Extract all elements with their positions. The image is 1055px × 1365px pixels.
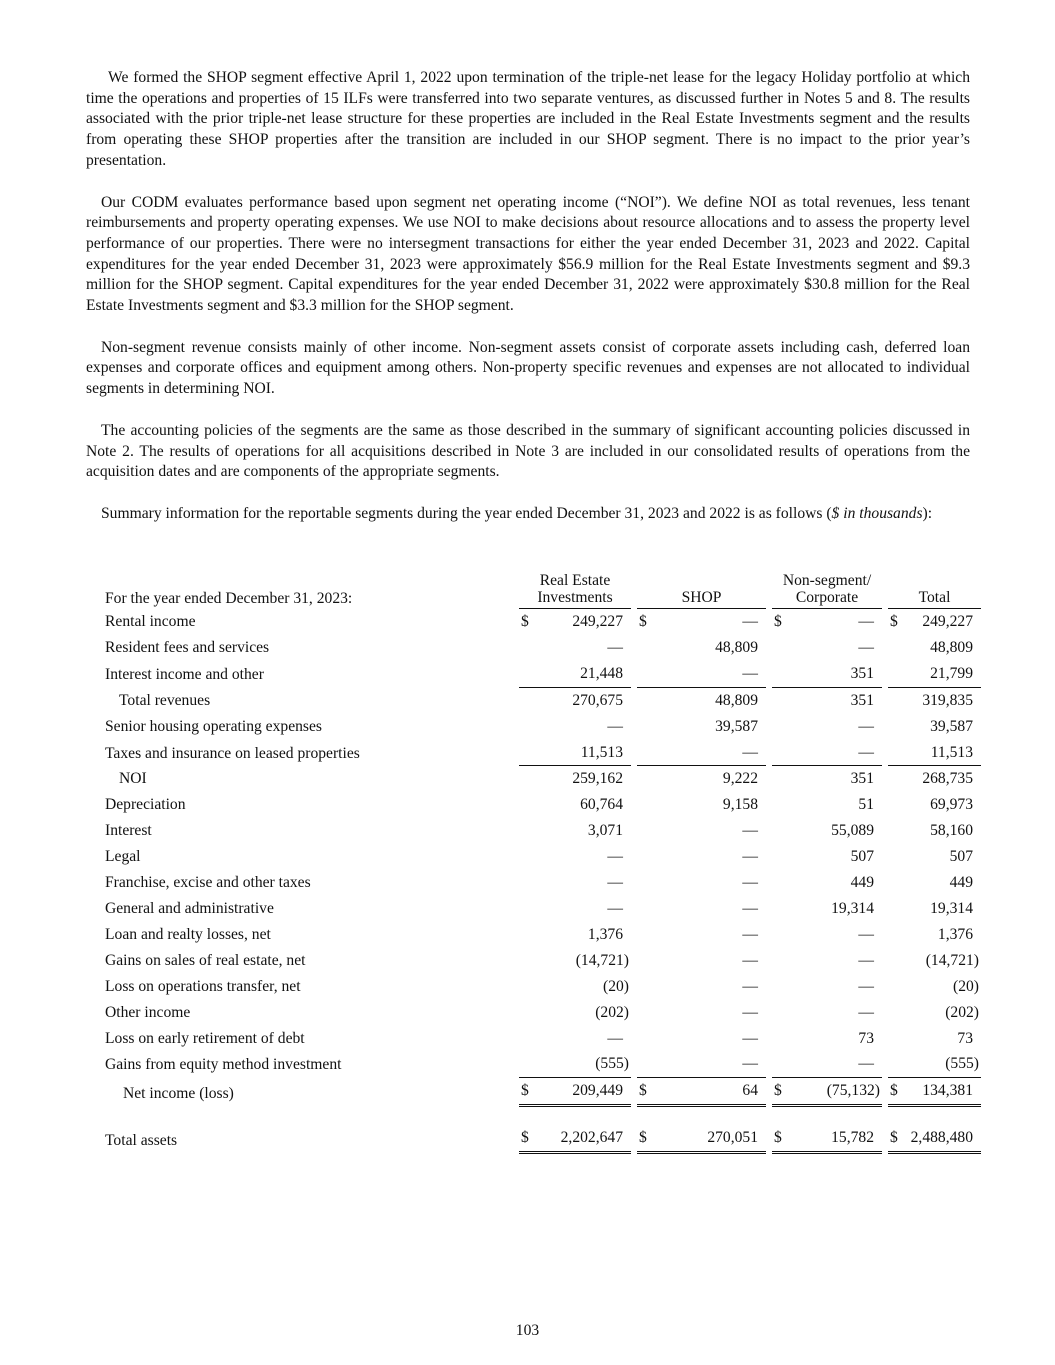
cell-corp xyxy=(772,688,882,714)
row-label: Total assets xyxy=(105,1132,178,1150)
cell-value: 249,227 xyxy=(922,613,973,630)
currency-symbol: $ xyxy=(521,1082,529,1100)
table-row xyxy=(99,1051,981,1078)
cell-value: 351 xyxy=(850,664,874,682)
currency-symbol: $ xyxy=(890,1082,898,1100)
cell-total xyxy=(888,688,981,714)
cell-value: 507 xyxy=(949,848,973,866)
table-row xyxy=(99,896,981,922)
cell-corp xyxy=(772,896,882,922)
cell-corp xyxy=(772,870,882,896)
cell-value: 351 xyxy=(850,691,874,709)
cell-value: — xyxy=(742,1055,758,1073)
cell-value: (20) xyxy=(953,977,979,995)
cell-rei xyxy=(519,818,631,844)
cell-value: 21,448 xyxy=(580,664,623,682)
cell-value: — xyxy=(742,664,758,682)
row-label: Taxes and insurance on leased properties xyxy=(105,744,360,762)
table-row xyxy=(99,1000,981,1026)
cell-value: (14,721) xyxy=(575,951,629,969)
table-row xyxy=(99,818,981,844)
table-row xyxy=(99,870,981,896)
table-row xyxy=(99,688,981,714)
table-row xyxy=(99,740,981,767)
cell-value: 134,381 xyxy=(922,1082,973,1100)
paragraph-summary-intro xyxy=(86,504,970,525)
cell-value: (555) xyxy=(945,1055,979,1073)
currency-symbol: $ xyxy=(639,613,647,630)
cell-value: — xyxy=(742,613,758,630)
cell-total xyxy=(888,1051,981,1078)
cell-value: 270,051 xyxy=(707,1129,758,1147)
cell-rei xyxy=(519,844,631,870)
table-row xyxy=(99,792,981,818)
cell-value: — xyxy=(858,1055,874,1073)
cell-value: — xyxy=(607,848,623,866)
currency-symbol: $ xyxy=(774,1129,782,1147)
cell-corp xyxy=(772,792,882,818)
table-row xyxy=(99,922,981,948)
cell-shop xyxy=(637,740,766,767)
cell-total xyxy=(888,922,981,948)
paragraph-shop-formation: We formed the SHOP segment effective April 1, 2022 upon termination of the triple-net lease for the legacy Holiday portfolio at which time the operations and properties of 15 ILFs were transferred into two separate ventures, as discussed further in Notes 5 and 8. The results associated with the prior triple-net lease structure for these properties are included in the Real Estate Investments segment and the results from operating these SHOP properties after the transition are included in our SHOP segment. There is no impact to the prior year’s presentation. xyxy=(86,69,970,169)
cell-value: (555) xyxy=(595,1055,629,1073)
cell-shop xyxy=(637,635,766,661)
row-label: Net income (loss) xyxy=(123,1085,234,1103)
cell-value: 259,162 xyxy=(572,770,623,788)
cell-rei xyxy=(519,661,631,688)
cell-value: 1,376 xyxy=(587,925,623,943)
cell-value: — xyxy=(607,1029,623,1047)
cell-value: 69,973 xyxy=(930,796,973,814)
cell-value: — xyxy=(742,1003,758,1021)
table-row xyxy=(99,661,981,688)
cell-value: — xyxy=(858,613,874,630)
period-label: For the year ended December 31, 2023: xyxy=(105,590,353,607)
cell-rei xyxy=(519,609,631,635)
header-shop: SHOP xyxy=(637,572,766,609)
row-label: Loss on operations transfer, net xyxy=(105,977,301,995)
cell-value: 21,799 xyxy=(930,664,973,682)
row-label: Franchise, excise and other taxes xyxy=(105,874,311,892)
cell-value: 270,675 xyxy=(572,691,623,709)
cell-rei xyxy=(519,1026,631,1052)
cell-shop xyxy=(637,1000,766,1026)
cell-shop xyxy=(637,766,766,792)
cell-corp xyxy=(772,661,882,688)
cell-value: — xyxy=(742,925,758,943)
header-real-estate-investments: Real Estate Investments xyxy=(519,572,631,609)
cell-value: 51 xyxy=(858,796,874,814)
cell-shop xyxy=(637,1051,766,1078)
cell-value: 48,809 xyxy=(715,638,758,656)
row-label: Interest income and other xyxy=(105,665,264,683)
cell-value: 209,449 xyxy=(572,1082,623,1100)
cell-shop xyxy=(637,609,766,635)
currency-symbol: $ xyxy=(774,1082,782,1100)
cell-total xyxy=(888,896,981,922)
cell-shop xyxy=(637,1078,766,1107)
cell-corp xyxy=(772,766,882,792)
table-row xyxy=(99,1078,981,1107)
cell-corp xyxy=(772,1125,882,1154)
cell-total xyxy=(888,740,981,767)
cell-rei xyxy=(519,1078,631,1107)
cell-value: 15,782 xyxy=(831,1129,874,1147)
cell-rei xyxy=(519,1125,631,1154)
cell-corp xyxy=(772,714,882,740)
currency-symbol: $ xyxy=(639,1082,647,1100)
cell-value: 268,735 xyxy=(922,770,973,788)
cell-value: 1,376 xyxy=(937,925,973,943)
cell-rei xyxy=(519,974,631,1000)
cell-rei xyxy=(519,896,631,922)
cell-total xyxy=(888,844,981,870)
cell-shop xyxy=(637,688,766,714)
paragraph-accounting-policies: The accounting policies of the segments are the same as those described in the summary of significant accounting policies discussed in Note 2. The results of operations for all acquisitions described in Note 3 are included in our consolidated results of operations from the acquisition dates and are components of the appropriate segments. xyxy=(86,421,970,481)
cell-value: — xyxy=(607,638,623,656)
paragraph-codm-noi: Our CODM evaluates performance based upon segment net operating income (“NOI”). We define NOI as total revenues, less tenant reimbursements and property operating expenses. We use NOI to make decisions about resource allocations and to assess the property level performance of our properties. There were no intersegment transactions for either the year ended December 31, 2023 and 2022. Capital expenditures for the year ended December 31, 2023 were approximately $56.9 million for the Real Estate Investments segment and $9.3 million for the SHOP segment. Capital expenditures for the year ended December 31, 2022 were approximately $30.8 million for the Real Estate Investments segment and $3.3 million for the SHOP segment. xyxy=(86,193,970,315)
cell-corp xyxy=(772,740,882,767)
row-label: Total revenues xyxy=(119,691,211,709)
cell-value: — xyxy=(742,1029,758,1047)
currency-symbol: $ xyxy=(521,1129,529,1147)
cell-rei xyxy=(519,1051,631,1078)
cell-value: (202) xyxy=(945,1003,979,1021)
cell-corp xyxy=(772,1000,882,1026)
currency-symbol: $ xyxy=(774,613,782,630)
cell-value: 39,587 xyxy=(930,717,973,735)
cell-shop xyxy=(637,844,766,870)
currency-symbol: $ xyxy=(521,613,529,630)
cell-value: — xyxy=(858,743,874,761)
cell-corp xyxy=(772,922,882,948)
cell-value: 19,314 xyxy=(930,899,973,917)
summary-intro-tail: ): xyxy=(922,504,933,522)
cell-corp xyxy=(772,609,882,635)
cell-value: — xyxy=(742,951,758,969)
cell-value: — xyxy=(607,899,623,917)
currency-symbol: $ xyxy=(890,1129,898,1147)
segment-summary-table xyxy=(99,572,981,1154)
cell-value: 507 xyxy=(850,848,874,866)
table-row xyxy=(99,609,981,635)
row-label: Other income xyxy=(105,1003,191,1021)
cell-value: 351 xyxy=(850,770,874,788)
cell-value: 58,160 xyxy=(930,822,973,840)
cell-total xyxy=(888,1026,981,1052)
row-label: Depreciation xyxy=(105,796,186,814)
cell-total xyxy=(888,1125,981,1154)
cell-total xyxy=(888,792,981,818)
summary-intro-text: Summary information for the reportable segments during the year ended December 31, 2023 and 2022 is as follows ( xyxy=(101,504,832,522)
cell-corp xyxy=(772,818,882,844)
currency-symbol: $ xyxy=(890,613,898,630)
cell-value: 39,587 xyxy=(715,717,758,735)
table-row xyxy=(99,844,981,870)
cell-value: — xyxy=(858,951,874,969)
cell-value: 55,089 xyxy=(831,822,874,840)
row-label: Loan and realty losses, net xyxy=(105,925,271,943)
cell-value: — xyxy=(742,822,758,840)
currency-symbol: $ xyxy=(639,1129,647,1147)
cell-value: — xyxy=(742,977,758,995)
cell-shop xyxy=(637,661,766,688)
cell-value: — xyxy=(742,874,758,892)
row-label: General and administrative xyxy=(105,899,274,917)
row-label: Legal xyxy=(105,848,141,866)
table-row xyxy=(99,1125,981,1154)
cell-value: 11,513 xyxy=(930,743,973,761)
cell-value: 449 xyxy=(850,874,874,892)
cell-rei xyxy=(519,740,631,767)
cell-total xyxy=(888,1000,981,1026)
cell-total xyxy=(888,870,981,896)
cell-shop xyxy=(637,922,766,948)
cell-value: 449 xyxy=(949,874,973,892)
cell-corp xyxy=(772,948,882,974)
table-header-row xyxy=(99,572,981,609)
page-number: 103 xyxy=(515,1322,540,1339)
cell-shop xyxy=(637,948,766,974)
row-label: Interest xyxy=(105,822,152,840)
cell-value: 319,835 xyxy=(922,691,973,709)
cell-corp xyxy=(772,1051,882,1078)
cell-value: 19,314 xyxy=(831,899,874,917)
cell-value: — xyxy=(858,717,874,735)
cell-value: — xyxy=(607,717,623,735)
cell-rei xyxy=(519,766,631,792)
cell-rei xyxy=(519,635,631,661)
cell-total xyxy=(888,948,981,974)
cell-shop xyxy=(637,1026,766,1052)
cell-total xyxy=(888,714,981,740)
cell-corp xyxy=(772,1078,882,1107)
cell-total xyxy=(888,766,981,792)
cell-value: — xyxy=(858,1003,874,1021)
cell-total xyxy=(888,661,981,688)
cell-value: (14,721) xyxy=(925,951,979,969)
cell-rei xyxy=(519,870,631,896)
cell-rei xyxy=(519,922,631,948)
cell-rei xyxy=(519,792,631,818)
cell-value: — xyxy=(607,874,623,892)
cell-total xyxy=(888,1078,981,1107)
row-label: Senior housing operating expenses xyxy=(105,717,322,735)
cell-corp xyxy=(772,974,882,1000)
cell-corp xyxy=(772,635,882,661)
cell-rei xyxy=(519,688,631,714)
cell-value: 11,513 xyxy=(580,743,623,761)
header-total: Total xyxy=(888,572,981,609)
cell-value: — xyxy=(858,638,874,656)
cell-value: 249,227 xyxy=(572,613,623,630)
row-label: Gains from equity method investment xyxy=(105,1056,342,1074)
table-row xyxy=(99,635,981,661)
cell-corp xyxy=(772,844,882,870)
cell-value: — xyxy=(858,977,874,995)
cell-rei xyxy=(519,1000,631,1026)
cell-total xyxy=(888,635,981,661)
table-row xyxy=(99,714,981,740)
cell-value: 64 xyxy=(742,1082,758,1100)
cell-value: 73 xyxy=(858,1029,874,1047)
cell-value: (20) xyxy=(603,977,629,995)
header-non-segment-corporate: Non-segment/ Corporate xyxy=(772,572,882,609)
cell-total xyxy=(888,609,981,635)
cell-shop xyxy=(637,792,766,818)
row-label: Loss on early retirement of debt xyxy=(105,1029,305,1047)
table-row xyxy=(99,766,981,792)
cell-value: (202) xyxy=(595,1003,629,1021)
cell-shop xyxy=(637,974,766,1000)
paragraph-non-segment: Non-segment revenue consists mainly of other income. Non-segment assets consist of corporate assets including cash, deferred loan expenses and corporate offices and equipment among others. Non-property specific revenues and expenses are not allocated to individual segments in determining NOI. xyxy=(86,338,970,398)
cell-shop xyxy=(637,714,766,740)
cell-shop xyxy=(637,818,766,844)
cell-value: 2,488,480 xyxy=(910,1129,973,1147)
cell-value: 9,158 xyxy=(722,796,758,814)
cell-value: 48,809 xyxy=(715,691,758,709)
cell-value: 2,202,647 xyxy=(560,1129,623,1147)
cell-corp xyxy=(772,1026,882,1052)
cell-value: 48,809 xyxy=(930,638,973,656)
row-label: Gains on sales of real estate, net xyxy=(105,951,306,969)
document-body xyxy=(86,68,970,525)
cell-rei xyxy=(519,948,631,974)
row-label: Resident fees and services xyxy=(105,638,270,656)
table-row xyxy=(99,948,981,974)
cell-value: — xyxy=(742,743,758,761)
cell-value: 60,764 xyxy=(580,796,623,814)
cell-value: (75,132) xyxy=(826,1082,880,1100)
cell-value: — xyxy=(858,925,874,943)
row-label: NOI xyxy=(119,770,147,788)
cell-total xyxy=(888,818,981,844)
cell-value: 3,071 xyxy=(587,822,623,840)
cell-value: — xyxy=(742,848,758,866)
cell-value: 73 xyxy=(957,1029,973,1047)
cell-value: 9,222 xyxy=(722,770,758,788)
row-label: Rental income xyxy=(105,613,196,630)
cell-shop xyxy=(637,870,766,896)
summary-intro-units: $ in thousands xyxy=(831,504,923,522)
cell-total xyxy=(888,974,981,1000)
table-row xyxy=(99,974,981,1000)
cell-value: — xyxy=(742,899,758,917)
cell-rei xyxy=(519,714,631,740)
cell-shop xyxy=(637,1125,766,1154)
table-row xyxy=(99,1026,981,1052)
cell-shop xyxy=(637,896,766,922)
